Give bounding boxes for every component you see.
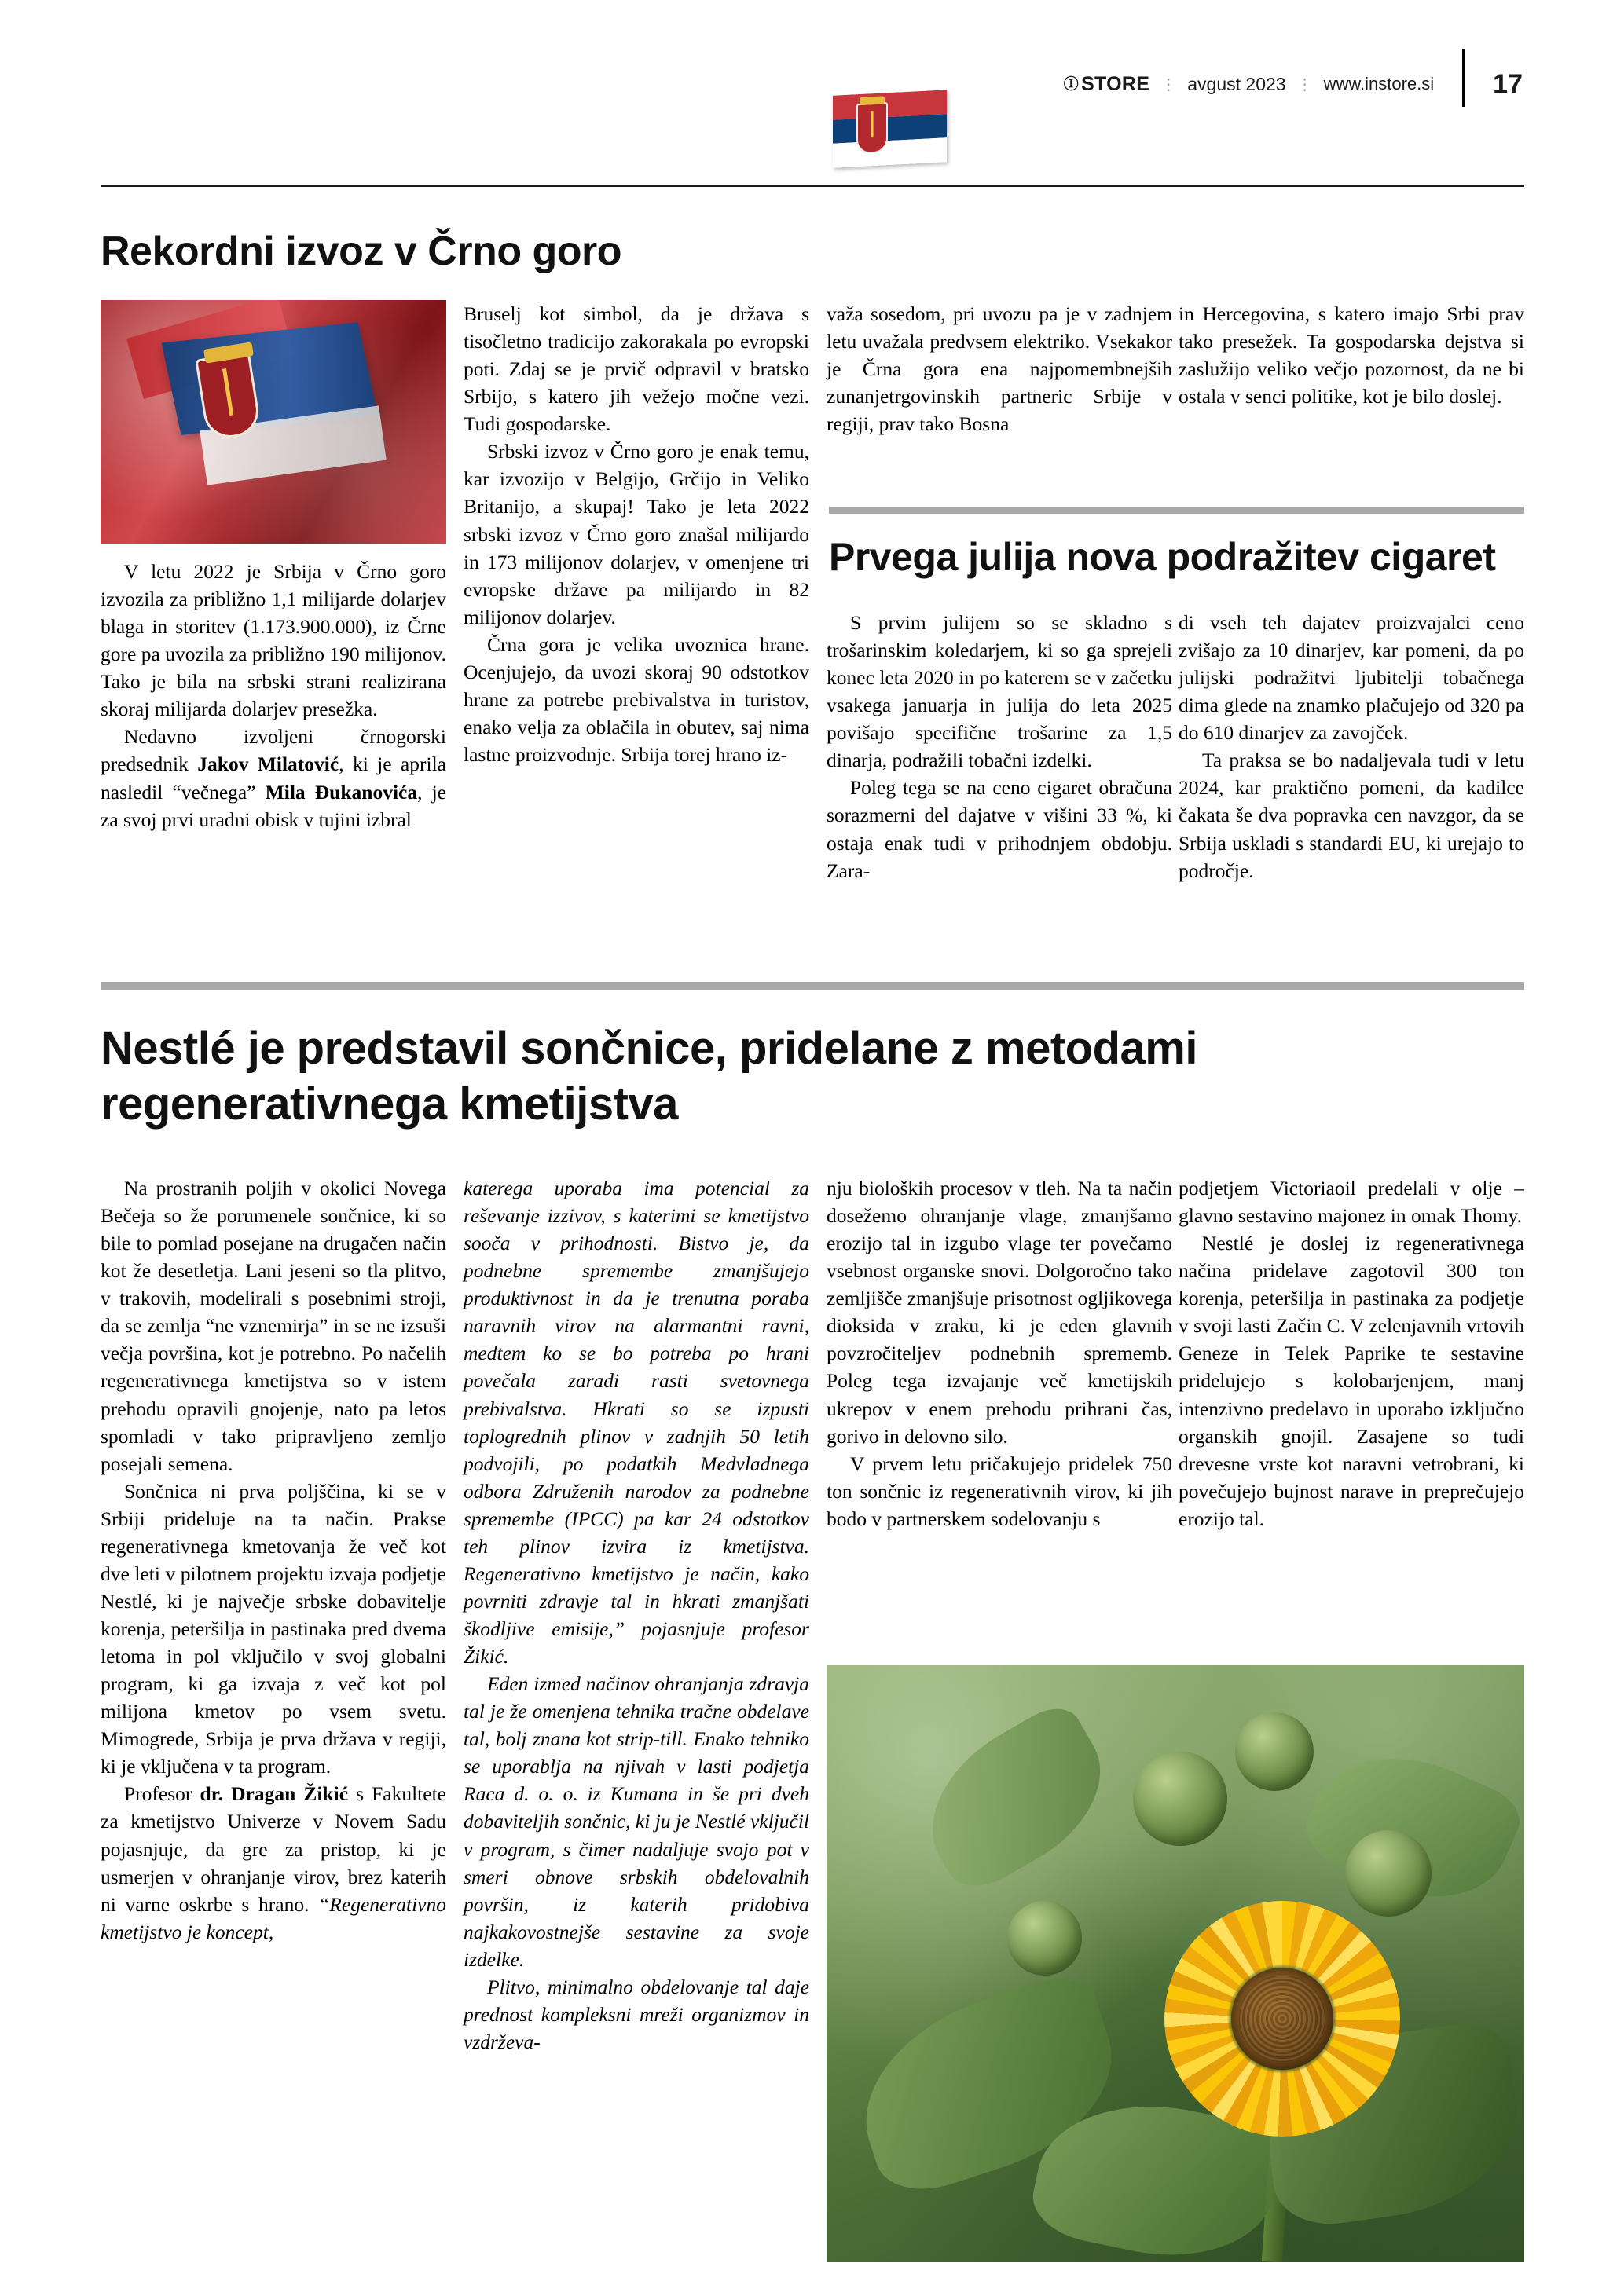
article-3-column-1 <box>101 1174 446 1946</box>
vertical-divider <box>1462 49 1465 107</box>
masthead <box>101 55 1523 102</box>
paragraph: di vseh teh dajatev proizvajalci ceno zvišajo za 10 dinarjev, kar pomeni, da po julijski podražitvi ljubitelji tobačnega dima glede na znamko plačujejo od 320 pa do 610 dinarjev za zavojček. <box>1179 611 1524 745</box>
paragraph: Eden izmed načinov ohranjanja zdravja tal je že omenjena tehnika tračne obdelave tal, bolj znana kot strip-till. Enako tehniko se uporablja na njivah v lasti podjetja Raca d. o. o. iz Kumana in še pri dveh dobaviteljih sončnic, ki ju je Nestlé vključil v program, s čimer nadaljuje svojo pot v smeri obnove srbskih obdelovalnih površin, iz katerih pridobiva najkakovostnejše sestavine za svoje izdelke. <box>464 1672 809 1971</box>
paragraph: Ta praksa se bo nadaljevala tudi v letu 2024, kar praktično pomeni, da kadilce čakata še dva popravka cen navzgor, da se Srbija uskladi s standardi EU, ki urejajo to področje. <box>1179 749 1524 882</box>
paragraph: Plitvo, minimalno obdelovanje tal daje prednost kompleksni mreži organizmov in vzdrževa- <box>464 1975 809 2053</box>
separator-icon: ⋮ <box>1160 75 1177 93</box>
copyright-icon: Ⓘ <box>1063 76 1080 93</box>
article-2-column-1 <box>827 609 1172 884</box>
paragraph: in Hercegovina, s katero imajo Srbi prav tako presežek. Ta gospodarska dejstva si zaslužijo veliko večjo pozornost, da ne bi ostala v senci politike, kot je bilo doslej. <box>1179 302 1524 408</box>
article-3-title: Nestlé je predstavil sončnice, pridelane z metodami regenerativnega kmetijstva <box>101 1023 1197 1130</box>
article-1-title: Rekordni izvoz v Črno goro <box>101 229 622 274</box>
header-divider <box>101 185 1524 187</box>
article-3-column-4 <box>1179 1174 1524 1532</box>
paragraph: Bruselj kot simbol, da je država s tisočletno tradicijo zakorakala po evropski poti. Zdaj se je prvič odpravil v bratsko Srbijo, s katero jih vežejo močne vezi. Tudi gospodarske. <box>464 302 809 436</box>
sunflower-photo <box>827 1665 1524 2262</box>
article-1-column-2 <box>464 300 809 768</box>
paragraph: nju bioloških procesov v tleh. Na ta način dosežemo ohranjanje vlage, zmanjšamo erozijo tal in izgubo vlage ter povečamo vsebnost organske snovi. Dolgoročno tako zemljišče zmanjšuje prisotnost ogljikovega dioksida v zraku, ki je eden glavnih povzročiteljev podnebnih sprememb. Poleg tega izvajanje več kmetijskih ukrepov v enem prehodu prihrani čas, gorivo in delovno silo. <box>827 1177 1172 1448</box>
section-divider-1 <box>829 507 1524 514</box>
paragraph: V letu 2022 je Srbija v Črno goro izvozila za približno 1,1 milijarde dolarjev blaga in storitev (1.173.900.000), iz Črne gore pa uvozila za približno 190 milijonov. Tako je bila na srbski strani realizirana skoraj milijarda dolarjev presežka. <box>101 560 446 721</box>
paragraph: S prvim julijem so se skladno s trošarinskim koledarjem, ki so ga sprejeli konec leta 2020 in po katerem se v začetku vsakega januarja in julija do leta 2025 povišajo specifične trošarine za 1,5 dinarja, podražili tobačni izdelki. <box>827 611 1172 772</box>
paragraph: važa sosedom, pri uvozu pa je v zadnjem letu uvažala predvsem elektriko. Vsekakor je Črna gora ena najpomembnejših zunanjetrgovinskih partneric Srbije v regiji, prav tako Bosna <box>827 302 1172 436</box>
brand-logo <box>1064 72 1149 96</box>
paragraph: Profesor dr. Dragan Žikić s Fakultete za kmetijstvo Univerze v Novem Sadu pojasnjuje, da gre za pristop, ki je usmerjen v ohranjanje virov, brez katerih ni varne oskrbe s hrano. “Regenerativno kmetijstvo je koncept, <box>101 1782 446 1943</box>
paragraph: Nestlé je doslej iz regenerativnega načina pridelave zagotovil 300 ton korenja, peteršilja in pastinaka za podjetje v svoji lasti Začin C. V zelenjavnih vrtovih Geneze in Telek Paprike te sestavine pridelujejo s kolobarjenjem, manj intenzivno predelavo in uporabo izključno organskih gnojil. Zasajene so tudi drevesne vrste kot naravni vetrobrani, ki povečujejo bujnost narave in preprečujejo erozijo tal. <box>1179 1232 1524 1530</box>
serbian-flag-icon <box>833 93 951 175</box>
article-2-column-2 <box>1179 609 1524 884</box>
article-1-column-4 <box>1179 300 1524 410</box>
article-3-column-2 <box>464 1174 809 2056</box>
paragraph: katerega uporaba ima potencial za reševanje izzivov, s katerimi se kmetijstvo sooča v prihodnosti. Bistvo je, da podnebne spremembe zmanjšujejo produktivnost in da je trenutna poraba naravnih virov na alarmantni ravni, medtem ko se bo potreba po hrani povečala zaradi rasti svetovnega prebivalstva. Hkrati so se izpusti toplogrednih plinov v zadnjih 50 letih podvojili, po podatkih Medvladnega odbora Združenih narodov za podnebne spremembe (IPCC) pa kar 24 odstotkov teh plinov izvira iz kmetijstva. Regenerativno kmetijstvo je način, kako povrniti zdravje tal in hkrati zmanjšati škodljive emisije,” pojasnjuje profesor Žikić. <box>464 1177 809 1668</box>
page-number: 17 <box>1493 68 1523 99</box>
paragraph: Sončnica ni prva poljščina, ki se v Srbiji prideluje na ta način. Prakse regenerativnega kmetovanja že več kot dve leti v pilotnem projektu izvaja podjetje Nestlé, ki je največje srbske dobavitelje korenja, peteršilja in pastinaka pred dvema letoma in pol vključilo v svoj globalni program, ki ga izvaja z več kot pol milijona kmetov po vsem svetu. Mimogrede, Srbija je prva država v regiji, ki je vključena v ta program. <box>101 1479 446 1778</box>
paragraph: Srbski izvoz v Črno goro je enak temu, kar izvozijo v Belgijo, Grčijo in Veliko Britanijo, a skupaj! Tako je leta 2022 srbski izvoz v Črno goro znašal milijardo in 173 milijonov dolarjev, v omenjene tri evropske države pa milijardo in 82 milijonov dolarjev. <box>464 440 809 628</box>
paragraph: Poleg tega se na ceno cigaret obračuna sorazmerni del dajatve v višini 33 %, ki ostaja enak tudi v prihodnjem obdobju. Zara- <box>827 776 1172 882</box>
article-1-column-3 <box>827 300 1172 438</box>
paragraph: Nedavno izvoljeni črnogorski predsednik Jakov Milatović, ki je aprila nasledil “večnega” Mila Đukanovića, je za svoj prvi uradni obisk v tujini izbral <box>101 725 446 831</box>
separator-icon-2: ⋮ <box>1296 75 1313 93</box>
article-3-column-3 <box>827 1174 1172 1532</box>
section-divider-2 <box>101 982 1524 990</box>
website-url: www.instore.si <box>1323 74 1435 93</box>
article-1-column-1 <box>101 558 446 833</box>
paragraph: Črna gora je velika uvoznica hrane. Ocenjujejo, da uvozi skoraj 90 odstotkov hrane za potrebe prebivalstva in turistov, enako velja za oblačila in obutev, saj nima lastne proizvodnje. Srbija torej hrano iz- <box>464 632 809 766</box>
issue-date: avgust 2023 <box>1187 73 1286 94</box>
paragraph: podjetjem Victoriaoil predelali v olje – glavno sestavino majonez in omak Thomy. <box>1179 1177 1524 1228</box>
article-2-title: Prvega julija nova podražitev cigaret <box>829 535 1496 579</box>
paragraph: Na prostranih poljih v okolici Novega Bečeja so že porumenele sončnice, ki so bile to pomlad posejane na drugačen način kot že desetletja. Lani jeseni so tla plitvo, v trakovih, modelirali s posebnimi stroji, da se zemlja “ne vznemirja” in se ne izsuši večja površina, kot je potrebno. Po načelih regenerativnega kmetijstva so v istem prehodu opravili gnojenje, nato pa letos spomladi v tako pripravljeno zemljo posejali semena. <box>101 1177 446 1475</box>
flags-photo <box>101 300 446 544</box>
brand-name: STORE <box>1081 73 1150 95</box>
paragraph: V prvem letu pričakujejo pridelek 750 ton sončnic iz regenerativnih virov, ki jih bodo v partnerskem sodelovanju s <box>827 1452 1172 1530</box>
